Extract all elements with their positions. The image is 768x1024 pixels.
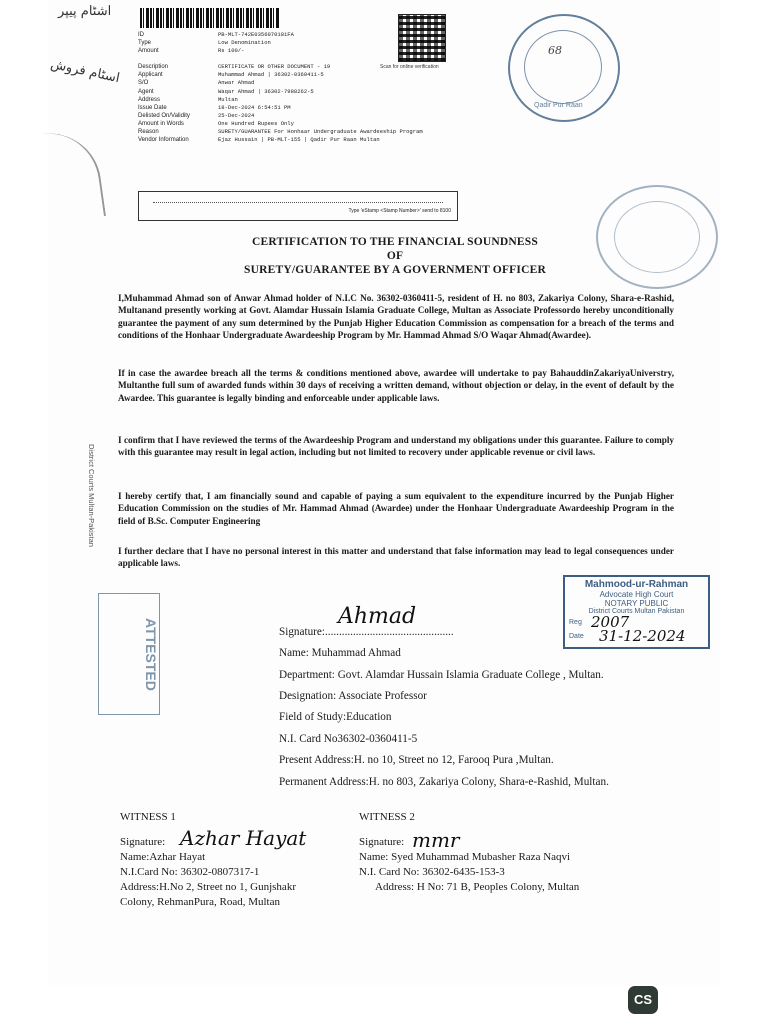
notary-title: Advocate High Court: [599, 590, 674, 599]
stamp-info-value: Low Denomination: [218, 39, 271, 47]
stamp-info-key: Description: [138, 64, 169, 71]
vendor-seal-text: Qadir Pur Raan: [534, 102, 583, 109]
witness-1-signature: Signature:: [120, 836, 166, 848]
stamp-info-key: ID: [138, 32, 144, 38]
stamp-info-value: One Hundred Rupees Only: [218, 119, 294, 127]
title-line-3: SURETY/GUARANTEE BY A GOVERNMENT OFFICER: [244, 264, 546, 276]
stamp-info-value: Muhammad Ahmad | 36302-0360411-5: [218, 71, 324, 79]
stamp-info-row: [138, 96, 423, 104]
urdu-stamp-title: اشٹام پیپر: [58, 4, 112, 19]
stamp-info-key: Reason: [138, 129, 159, 136]
stamp-info-row: [138, 104, 423, 112]
stamp-info-row: [138, 128, 423, 136]
camscanner-badge-icon[interactable]: CS: [628, 986, 658, 1014]
signatory-nic: N.I. Card No36302-0360411-5: [279, 733, 418, 745]
stamp-info-key: Type: [138, 40, 152, 47]
stamp-info-value: CERTIFICATE OR OTHER DOCUMENT - 19: [218, 63, 331, 71]
witness-2-nic: N.I. Card No: 36302-6435-153-3: [359, 866, 505, 878]
stamp-info-row: [138, 71, 423, 79]
paragraph-default: If in case the awardee breach all the terms & conditions mentioned above, awardee will undertake to pay BahauddinZakariyaUniverstry, Multanthe full sum of awarded funds within 30 days of receiving a written demand, without objection or delay, in the event of default by the Awardee. This guarantee is legally binding and enforceable under applicable laws.: [118, 368, 674, 403]
title-line-1: CERTIFICATION TO THE FINANCIAL SOUNDNESS: [251, 236, 538, 248]
witness-2: [359, 810, 579, 895]
notary-public: NOTARY PUBLIC: [604, 599, 669, 608]
stamp-info-value: 18-Dec-2024 6:54:51 PM: [218, 103, 291, 111]
paragraph-certify: I hereby certify that, I am financially sound and capable of paying a sum equivalent to the expenditure incurred by the Punjab Higher Education Commission on the studies of Mr. Hammad Ahmad (Awardee) under the Honhaar Undergraduate Awardeeship Program in the field of B.Sc. Computer Engineering: [118, 491, 674, 526]
notary-reg-number: 2007: [591, 613, 630, 631]
stamp-info-key: S/O: [138, 80, 149, 87]
paragraph-declare: I further declare that I have no personal interest in this matter and understand that false information may lead to legal consequences under applicable laws.: [118, 546, 674, 569]
vendor-seal-inner: [524, 30, 602, 104]
stamp-info-row: [138, 63, 423, 71]
urdu-note-line: [153, 197, 443, 203]
barcode: [140, 8, 280, 28]
stamp-info-key: Amount in Words: [138, 120, 184, 127]
stamp-info-key: Address: [138, 96, 161, 103]
round-seal-inner: [614, 201, 700, 273]
round-seal: [596, 185, 718, 289]
stamp-info-key: Agent: [138, 88, 154, 95]
paragraph-confirm: I confirm that I have reviewed the terms of the Awardeeship Program and understand my obligations under this guarantee. Failure to comply with this guarantee may result in legal action, including but not limited to recovery under applicable revenue or civil laws.: [118, 435, 674, 458]
stamp-info-value: Multan: [218, 95, 238, 103]
witness-2-name: Name: Syed Muhammad Mubasher Raza Naqvi: [359, 851, 571, 863]
stamp-info-key: Vendor Information: [138, 137, 189, 144]
stamp-info-value: SURETY/GUARANTEE For Honhaar Undergraduate Awardeeship Program: [218, 128, 423, 136]
stamp-info-key: Delisted On/Validity: [138, 112, 190, 119]
witness-2-handwritten-signature: mmr: [412, 828, 460, 852]
stamp-info-row: [138, 88, 423, 96]
stamp-info-key: Amount: [138, 48, 159, 55]
witness-1-nic: N.I.Card No: 36302-0807317-1: [120, 866, 260, 878]
paragraph-guarantee: I,Muhammad Ahmad son of Anwar Ahmad holder of N.I.C No. 36302-0360411-5, resident of H. no 803, Zakariya Colony, Shara-e-Rashid, Multanand presently working at Govt. Alamdar Hussain Islamia Graduate College, Multan as Associate Professordo hereby unconditionally guarantee the payment of any sum determined by the Punjab Higher Education Commission as compensation for a breach of the terms and conditions of the Honhaar Undergraduate Awardeeship Program by Mr. Hammad Ahmad S/O Waqar Ahmad(Awardee).: [118, 293, 674, 341]
notary-reg-label: Reg: [569, 619, 582, 626]
stamp-info-value: Rs 100/-: [218, 47, 245, 55]
signatory-present-address: Present Address:H. no 10, Street no 12, Farooq Pura ,Multan.: [279, 754, 554, 766]
urdu-vendor-text: اسٹام فروش: [49, 56, 121, 87]
witness-2-signature: Signature:: [359, 836, 405, 848]
witness-1-address-1: Address:H.No 2, Street no 1, Gunjshakr: [120, 881, 296, 893]
stamp-info-row: [138, 31, 423, 39]
witness-1-handwritten-signature: Azhar Hayat: [180, 826, 307, 850]
stamp-info-row: [138, 55, 423, 63]
attested-stamp: ATTESTED: [98, 593, 160, 715]
notary-date-label: Date: [569, 633, 584, 640]
stamp-info-value: PB-MLT-742E0356070181FA: [218, 31, 294, 38]
notary-district: District Courts Multan Pakistan: [588, 608, 685, 615]
signatory-field: Field of Study:Education: [279, 711, 392, 723]
witness-1: [120, 810, 296, 910]
witness-1-heading: WITNESS 1: [120, 811, 176, 823]
estamp-note-box: [138, 191, 458, 221]
notary-stamp: [563, 575, 710, 649]
signatory-name: Name: Muhammad Ahmad: [279, 647, 401, 659]
stamp-info-key: [138, 55, 218, 63]
stamp-info-value: 25-Dec-2024: [218, 111, 255, 119]
signature-line: Signature:..............................................: [279, 626, 454, 638]
stamp-info-row: [138, 136, 423, 144]
stamp-info-value: Waqar Ahmad | 36302-7988262-5: [218, 87, 314, 95]
side-court-text: District Courts Multan-Pakistan: [87, 444, 96, 547]
stamp-info-row: [138, 79, 423, 87]
stamp-info-row: [138, 112, 423, 120]
witness-2-address: Address: H No: 71 B, Peoples Colony, Multan: [375, 881, 580, 893]
signatory-department: Department: Govt. Alamdar Hussain Islamia Graduate College , Multan.: [279, 669, 604, 681]
qr-caption: Scan for online verification: [380, 64, 439, 70]
stamp-info-value: Anwar Ahmad: [218, 79, 255, 87]
signatory-permanent-address: Permanent Address:H. no 803, Zakariya Colony, Shara-e-Rashid, Multan.: [279, 776, 609, 788]
stamp-info-row: [138, 47, 423, 55]
witness-2-heading: WITNESS 2: [359, 811, 415, 823]
stamp-info-table: [138, 31, 423, 144]
stamp-info-key: Issue Date: [138, 104, 167, 111]
estamp-sms-note: Type 'eStamp <Stamp Number>' send to 8100: [348, 208, 451, 214]
signatory-designation: Designation: Associate Professor: [279, 690, 427, 702]
stamp-info-key: Applicant: [138, 72, 163, 79]
stamp-info-row: [138, 120, 423, 128]
notary-name: Mahmood-ur-Rahman: [584, 579, 689, 590]
stamp-info-row: [138, 39, 423, 47]
title-line-2: OF: [386, 250, 404, 262]
witness-1-name: Name:Azhar Hayat: [120, 851, 206, 863]
vendor-seal: [508, 14, 620, 122]
signatory-handwritten-signature: Ahmad: [338, 604, 417, 629]
notary-date: 31-12-2024: [599, 627, 686, 645]
witness-1-address-2: Colony, RehmanPura, Road, Multan: [120, 896, 280, 908]
vendor-seal-number: 68: [548, 44, 562, 57]
stamp-info-value: Ejaz Hussain | PB-MLT-155 | Qadir Pur Raan Multan: [218, 136, 380, 144]
